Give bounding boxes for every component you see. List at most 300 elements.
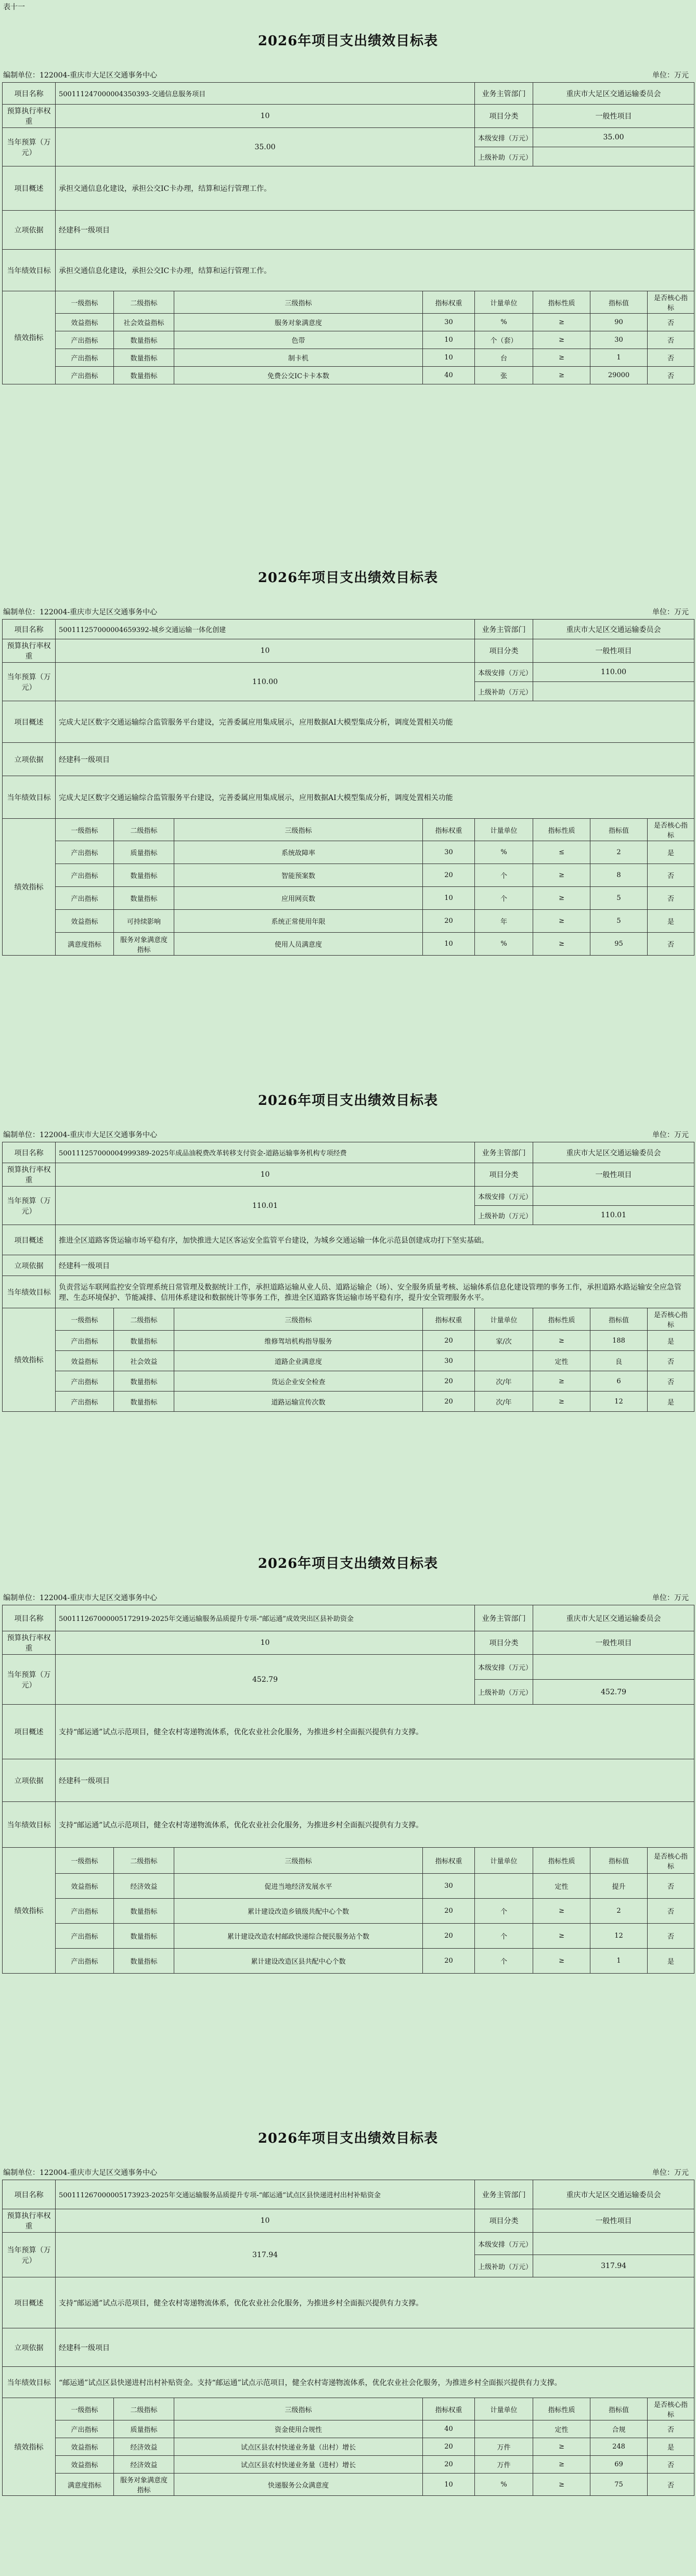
label-superior: 上级补助（万元） (475, 147, 533, 166)
indicator-cell: 数量指标 (114, 1392, 174, 1412)
indicator-cell: 累计建设改造区县共配中心个数 (174, 1949, 423, 1974)
indicator-cell: 20 (423, 864, 475, 887)
indicator-cell: 应用网页数 (174, 887, 423, 910)
label-this-level: 本级安排（万元） (475, 128, 533, 147)
indicator-header: 三级指标 (174, 1848, 423, 1874)
indicator-cell: ≥ (533, 367, 590, 384)
superior-value: 110.01 (533, 1206, 694, 1225)
this-level-value (533, 1655, 694, 1680)
unit-value: 122004-重庆市大足区交通事务中心 (40, 1594, 158, 1602)
goal-value: 负责营运车联网监控安全管理系统日常管理及数据统计工作，承担道路运输从业人员、道路运输企（场）、安全服务质量考核、运输体系信息化建设管理的事务工作，承担道路水路运输安全应急管理、生态环境保护、节能减排、信用体系建设和数据统计等事务工作，推进全区道路客货运输市场平稳有序，提升安全管理服务水平。 (56, 1276, 694, 1308)
indicator-header: 一级指标 (56, 819, 114, 841)
label-basis: 立项依据 (3, 743, 56, 776)
table-row (3, 910, 694, 933)
indicator-header: 指标性质 (533, 1848, 590, 1874)
table-row (3, 1949, 694, 1974)
indicator-header: 指标值 (590, 1308, 648, 1331)
indicator-cell: 个（套） (475, 331, 533, 349)
indicator-cell: 数量指标 (114, 367, 174, 384)
this-level-value (533, 2233, 694, 2255)
label-basis: 立项依据 (3, 1255, 56, 1276)
indicator-cell: 数量指标 (114, 1949, 174, 1974)
project-name-value: 500111257000004999389-2025年成品油税费改革转移支付资金-道路运输事务机构专项经费 (56, 1142, 475, 1163)
budget-weight-value: 10 (56, 105, 475, 128)
indicator-header: 指标性质 (533, 819, 590, 841)
basis-value: 经建科一级项目 (56, 1759, 694, 1802)
indicator-cell: 20 (423, 1899, 475, 1924)
performance-table (2, 619, 694, 956)
indicator-cell: 效益指标 (56, 314, 114, 331)
indicator-cell: 8 (590, 864, 648, 887)
indicator-cell: 20 (423, 910, 475, 933)
indicator-cell: 家/次 (475, 1331, 533, 1351)
indicator-cell: 累计建设改造农村邮政快递综合便民服务站个数 (174, 1924, 423, 1949)
indicator-cell: 社会效益 (114, 1351, 174, 1371)
overview-value: 完成大足区数字交通运输综合监管服务平台建设，完善委属应用集成展示，应用数据AI大模型集成分析，调度处置相关功能 (56, 701, 694, 743)
indicator-cell: 定性 (533, 1874, 590, 1899)
indicator-header: 是否核心指标 (648, 291, 694, 314)
indicator-cell: 1 (590, 349, 648, 367)
indicator-header: 指标值 (590, 291, 648, 314)
table-row (3, 367, 694, 384)
indicator-cell: 否 (648, 349, 694, 367)
current-budget-value: 452.79 (56, 1655, 475, 1705)
indicator-cell: ≥ (533, 933, 590, 956)
indicator-cell: 促进当地经济发展水平 (174, 1874, 423, 1899)
indicator-cell: 40 (423, 2420, 475, 2438)
indicator-cell: 免费公交IC卡卡本数 (174, 367, 423, 384)
indicator-cell: ≥ (533, 1331, 590, 1351)
label-authority: 业务主管部门 (475, 620, 533, 639)
indicator-cell: 数量指标 (114, 887, 174, 910)
indicator-cell: 可持续影响 (114, 910, 174, 933)
indicator-cell: 数量指标 (114, 864, 174, 887)
indicator-cell: 产出指标 (56, 1371, 114, 1392)
overview-value: 推进全区道路客货运输市场平稳有序，加快推进大足区客运安全监管平台建设，为城乡交通运输一体化示范县创建成功打下坚实基础。 (56, 1225, 694, 1255)
indicator-header: 二级指标 (114, 2398, 174, 2420)
table-row (3, 2438, 694, 2456)
indicator-cell: ≥ (533, 314, 590, 331)
indicator-cell: 数量指标 (114, 1371, 174, 1392)
this-level-value (533, 1187, 694, 1206)
indicator-cell: 产出指标 (56, 331, 114, 349)
indicator-header: 计量单位 (475, 819, 533, 841)
basis-value: 经建科一级项目 (56, 2328, 694, 2367)
goal-value: 承担交通信息化建设，承担公交IC卡办理，结算和运行管理工作。 (56, 250, 694, 291)
indicator-cell: 30 (590, 331, 648, 349)
indicator-cell: 数量指标 (114, 1331, 174, 1351)
current-budget-value: 110.00 (56, 663, 475, 701)
table-row (3, 2456, 694, 2474)
goal-value: 支持“邮运通”试点示范项目，健全农村寄递物流体系，优化农业社会化服务，为推进乡村全面振兴提供有力支撑。 (56, 1802, 694, 1848)
label-overview: 项目概述 (3, 166, 56, 211)
indicator-header: 计量单位 (475, 291, 533, 314)
authority-value: 重庆市大足区交通运输委员会 (533, 1142, 694, 1163)
indicator-cell: ≥ (533, 2438, 590, 2456)
indicator-header: 三级指标 (174, 291, 423, 314)
label-basis: 立项依据 (3, 211, 56, 250)
label-overview: 项目概述 (3, 1225, 56, 1255)
indicator-cell: 否 (648, 1371, 694, 1392)
indicator-cell: 累计建设改造乡镇级共配中心个数 (174, 1899, 423, 1924)
indicator-cell: % (475, 933, 533, 956)
indicator-cell: 合规 (590, 2420, 648, 2438)
table-row (3, 1924, 694, 1949)
indicator-cell: 良 (590, 1351, 648, 1371)
indicator-cell: 效益指标 (56, 1874, 114, 1899)
unit-value: 122004-重庆市大足区交通事务中心 (40, 1131, 158, 1139)
label-authority: 业务主管部门 (475, 1142, 533, 1163)
overview-value: 承担交通信息化建设，承担公交IC卡办理，结算和运行管理工作。 (56, 166, 694, 211)
superior-value: 452.79 (533, 1680, 694, 1705)
label-this-level: 本级安排（万元） (475, 1655, 533, 1680)
label-this-level: 本级安排（万元） (475, 2233, 533, 2255)
indicator-header: 指标权重 (423, 2398, 475, 2420)
category-value: 一般性项目 (533, 1163, 694, 1187)
indicator-cell: 定性 (533, 1351, 590, 1371)
indicator-cell: 30 (423, 1351, 475, 1371)
indicator-cell: 效益指标 (56, 2456, 114, 2474)
indicator-cell: 道路运输宣传次数 (174, 1392, 423, 1412)
indicator-cell: 否 (648, 933, 694, 956)
budget-weight-value: 10 (56, 1163, 475, 1187)
label-goal: 当年绩效目标 (3, 2367, 56, 2398)
label-indicators: 绩效指标 (3, 1308, 56, 1412)
label-category: 项目分类 (475, 1631, 533, 1655)
indicator-cell: 效益指标 (56, 910, 114, 933)
label-project-name: 项目名称 (3, 1605, 56, 1631)
category-value: 一般性项目 (533, 2209, 694, 2233)
indicator-cell: 否 (648, 367, 694, 384)
project-name-value: 500111247000004350393-交通信息服务项目 (56, 83, 475, 105)
indicator-header: 二级指标 (114, 291, 174, 314)
indicator-cell: ≥ (533, 1371, 590, 1392)
superior-value: 317.94 (533, 2255, 694, 2277)
indicator-cell: 90 (590, 314, 648, 331)
indicator-cell: 服务对象满意度 (174, 314, 423, 331)
indicator-cell: 20 (423, 1392, 475, 1412)
indicator-cell: 是 (648, 1331, 694, 1351)
indicator-cell: 经济效益 (114, 2456, 174, 2474)
unit-line (3, 1592, 693, 1603)
basis-value: 经建科一级项目 (56, 211, 694, 250)
indicator-header: 指标性质 (533, 291, 590, 314)
label-authority: 业务主管部门 (475, 1605, 533, 1631)
currency-unit: 单位：万元 (652, 71, 689, 80)
indicator-cell: 1 (590, 1949, 648, 1974)
indicator-header: 指标性质 (533, 2398, 590, 2420)
indicator-cell: 20 (423, 1924, 475, 1949)
indicator-cell: 系统故障率 (174, 841, 423, 864)
indicator-cell: 30 (423, 314, 475, 331)
indicator-cell: 数量指标 (114, 1924, 174, 1949)
label-category: 项目分类 (475, 2209, 533, 2233)
currency-unit: 单位：万元 (652, 1131, 689, 1139)
indicator-cell: 否 (648, 1874, 694, 1899)
indicator-cell: 张 (475, 367, 533, 384)
label-budget-weight: 预算执行率权重 (3, 2209, 56, 2233)
indicator-cell: 快递服务公众满意度 (174, 2474, 423, 2496)
indicator-cell: 是 (648, 841, 694, 864)
indicator-cell: 6 (590, 1371, 648, 1392)
indicator-cell: 经济效益 (114, 1874, 174, 1899)
unit-label: 编制单位： (3, 1131, 40, 1139)
indicator-cell: ≥ (533, 887, 590, 910)
indicator-header: 一级指标 (56, 2398, 114, 2420)
indicator-cell: ≥ (533, 1899, 590, 1924)
project-name-value: 500111267000005172919-2025年交通运输服务品质提升专项-“邮运通”成效突出区县补助资金 (56, 1605, 475, 1631)
indicator-cell: 道路企业满意度 (174, 1351, 423, 1371)
performance-table (2, 1142, 694, 1412)
table-row (3, 933, 694, 956)
indicator-cell: 个 (475, 887, 533, 910)
category-value: 一般性项目 (533, 1631, 694, 1655)
indicator-header: 一级指标 (56, 291, 114, 314)
indicator-cell: 万件 (475, 2456, 533, 2474)
unit-value: 122004-重庆市大足区交通事务中心 (40, 2169, 158, 2177)
indicator-cell: 智能预案数 (174, 864, 423, 887)
indicator-cell: 20 (423, 2456, 475, 2474)
indicator-header: 二级指标 (114, 1308, 174, 1331)
budget-weight-value: 10 (56, 1631, 475, 1655)
table-title: 2026年项目支出绩效目标表 (257, 570, 439, 586)
indicator-cell: 满意度指标 (56, 933, 114, 956)
indicator-cell: 提升 (590, 1874, 648, 1899)
label-budget-weight: 预算执行率权重 (3, 1163, 56, 1187)
indicator-cell: 是 (648, 1949, 694, 1974)
indicator-cell: 万件 (475, 2438, 533, 2456)
performance-table (2, 2180, 694, 2496)
label-authority: 业务主管部门 (475, 83, 533, 105)
indicator-cell: 数量指标 (114, 1899, 174, 1924)
indicator-cell: 产出指标 (56, 349, 114, 367)
table-row (3, 887, 694, 910)
indicator-cell: ≥ (533, 864, 590, 887)
indicator-cell: 否 (648, 1924, 694, 1949)
project-name-value: 500111267000005173923-2025年交通运输服务品质提升专项-“邮运通”试点区县快递进村出村补贴资金 (56, 2180, 475, 2209)
indicator-cell: 社会效益指标 (114, 314, 174, 331)
indicator-cell: 年 (475, 910, 533, 933)
table-row (3, 2420, 694, 2438)
indicator-cell (475, 2420, 533, 2438)
indicator-header: 指标值 (590, 1848, 648, 1874)
indicator-header: 指标值 (590, 2398, 648, 2420)
basis-value: 经建科一级项目 (56, 1255, 694, 1276)
table-row (3, 314, 694, 331)
indicator-header: 指标值 (590, 819, 648, 841)
unit-line (3, 607, 693, 617)
overview-value: 支持“邮运通”试点示范项目，健全农村寄递物流体系，优化农业社会化服务，为推进乡村全面振兴提供有力支撑。 (56, 1705, 694, 1759)
goal-value: 完成大足区数字交通运输综合监管服务平台建设，完善委属应用集成展示，应用数据AI大模型集成分析，调度处置相关功能 (56, 776, 694, 819)
superior-value (533, 682, 694, 701)
indicator-cell: ≥ (533, 1949, 590, 1974)
indicator-cell: 个 (475, 864, 533, 887)
label-this-level: 本级安排（万元） (475, 663, 533, 682)
indicator-cell: ≤ (533, 841, 590, 864)
unit-line (3, 1129, 693, 1140)
currency-unit: 单位：万元 (652, 608, 689, 616)
indicator-cell: 数量指标 (114, 331, 174, 349)
indicator-header: 三级指标 (174, 1308, 423, 1331)
goal-value: “邮运通”试点区县快递进村出村补贴资金。支持“邮运通”试点示范项目，健全农村寄递物流体系，优化农业社会化服务，为推进乡村全面振兴提供有力支撑。 (56, 2367, 694, 2398)
this-level-value: 110.00 (533, 663, 694, 682)
indicator-cell: 质量指标 (114, 2420, 174, 2438)
indicator-cell: 否 (648, 2420, 694, 2438)
current-budget-value: 110.01 (56, 1187, 475, 1225)
indicator-cell: 75 (590, 2474, 648, 2496)
indicator-cell: 产出指标 (56, 1924, 114, 1949)
indicator-cell: 数量指标 (114, 349, 174, 367)
label-goal: 当年绩效目标 (3, 776, 56, 819)
label-indicators: 绩效指标 (3, 819, 56, 956)
label-indicators: 绩效指标 (3, 2398, 56, 2496)
page-label: 表十一 (3, 3, 25, 11)
project-name-value: 500111257000004659392-城乡交通运输一体化创建 (56, 620, 475, 639)
table-title: 2026年项目支出绩效目标表 (257, 33, 439, 49)
indicator-cell: 20 (423, 1949, 475, 1974)
label-superior: 上级补助（万元） (475, 2255, 533, 2277)
authority-value: 重庆市大足区交通运输委员会 (533, 1605, 694, 1631)
table-row (3, 349, 694, 367)
indicator-cell: 188 (590, 1331, 648, 1351)
budget-weight-value: 10 (56, 2209, 475, 2233)
indicator-cell: 30 (423, 1874, 475, 1899)
indicator-cell: 产出指标 (56, 2420, 114, 2438)
indicator-cell: 否 (648, 2474, 694, 2496)
indicator-cell: ≥ (533, 331, 590, 349)
label-overview: 项目概述 (3, 2277, 56, 2328)
basis-value: 经建科一级项目 (56, 743, 694, 776)
indicator-cell: 个 (475, 1924, 533, 1949)
budget-weight-value: 10 (56, 639, 475, 663)
indicator-cell: 是 (648, 910, 694, 933)
table-row (3, 1371, 694, 1392)
indicator-cell: 248 (590, 2438, 648, 2456)
indicator-cell: 制卡机 (174, 349, 423, 367)
indicator-header: 一级指标 (56, 1308, 114, 1331)
table-row (3, 1331, 694, 1351)
indicator-cell: 维修驾培机构指导服务 (174, 1331, 423, 1351)
performance-table (2, 82, 694, 384)
label-current-budget: 当年预算（万元） (3, 1655, 56, 1705)
label-goal: 当年绩效目标 (3, 250, 56, 291)
label-project-name: 项目名称 (3, 1142, 56, 1163)
label-authority: 业务主管部门 (475, 2180, 533, 2209)
indicator-cell: 10 (423, 933, 475, 956)
table-row (3, 1351, 694, 1371)
indicator-header: 是否核心指标 (648, 819, 694, 841)
label-category: 项目分类 (475, 105, 533, 128)
indicator-cell: 产出指标 (56, 841, 114, 864)
indicator-cell: 服务对象满意度指标 (114, 933, 174, 956)
category-value: 一般性项目 (533, 639, 694, 663)
indicator-cell: 系统正常使用年限 (174, 910, 423, 933)
indicator-cell: 5 (590, 887, 648, 910)
indicator-cell: 否 (648, 331, 694, 349)
category-value: 一般性项目 (533, 105, 694, 128)
indicator-cell: 使用人员满意度 (174, 933, 423, 956)
indicator-header: 是否核心指标 (648, 1308, 694, 1331)
label-overview: 项目概述 (3, 701, 56, 743)
indicator-cell (475, 1351, 533, 1371)
indicator-cell: 12 (590, 1924, 648, 1949)
indicator-cell: ≥ (533, 2456, 590, 2474)
table-row (3, 864, 694, 887)
indicator-cell: 产出指标 (56, 1392, 114, 1412)
this-level-value: 35.00 (533, 128, 694, 147)
indicator-cell: 10 (423, 2474, 475, 2496)
indicator-cell: 5 (590, 910, 648, 933)
indicator-cell: 定性 (533, 2420, 590, 2438)
label-basis: 立项依据 (3, 1759, 56, 1802)
performance-table (2, 1605, 694, 1974)
indicator-cell: 29000 (590, 367, 648, 384)
indicator-cell: 产出指标 (56, 1331, 114, 1351)
label-project-name: 项目名称 (3, 2180, 56, 2209)
indicator-cell: 效益指标 (56, 2438, 114, 2456)
indicator-cell: ≥ (533, 1924, 590, 1949)
indicator-cell: 2 (590, 1899, 648, 1924)
indicator-header: 指标权重 (423, 1848, 475, 1874)
indicator-cell: ≥ (533, 910, 590, 933)
unit-value: 122004-重庆市大足区交通事务中心 (40, 608, 158, 616)
unit-label: 编制单位： (3, 1594, 40, 1602)
indicator-cell: % (475, 314, 533, 331)
indicator-cell: 是 (648, 1392, 694, 1412)
indicator-cell: 69 (590, 2456, 648, 2474)
indicator-header: 指标权重 (423, 819, 475, 841)
indicator-cell: 否 (648, 864, 694, 887)
indicator-header: 计量单位 (475, 2398, 533, 2420)
indicator-cell: 否 (648, 887, 694, 910)
indicator-cell: ≥ (533, 2474, 590, 2496)
table-row (3, 1392, 694, 1412)
indicator-cell: 产出指标 (56, 887, 114, 910)
label-current-budget: 当年预算（万元） (3, 1187, 56, 1225)
table-row (3, 841, 694, 864)
indicator-cell: 个 (475, 1949, 533, 1974)
indicator-cell: 个 (475, 1899, 533, 1924)
indicator-header: 是否核心指标 (648, 1848, 694, 1874)
label-budget-weight: 预算执行率权重 (3, 1631, 56, 1655)
indicator-header: 是否核心指标 (648, 2398, 694, 2420)
label-budget-weight: 预算执行率权重 (3, 105, 56, 128)
indicator-cell: 试点区县农村快递业务量（进村）增长 (174, 2456, 423, 2474)
authority-value: 重庆市大足区交通运输委员会 (533, 2180, 694, 2209)
label-category: 项目分类 (475, 639, 533, 663)
indicator-cell: 10 (423, 331, 475, 349)
indicator-cell: 产出指标 (56, 1899, 114, 1924)
indicator-header: 指标权重 (423, 1308, 475, 1331)
unit-value: 122004-重庆市大足区交通事务中心 (40, 71, 158, 80)
indicator-cell: 经济效益 (114, 2438, 174, 2456)
indicator-cell: 30 (423, 841, 475, 864)
label-project-name: 项目名称 (3, 620, 56, 639)
indicator-cell: 2 (590, 841, 648, 864)
overview-value: 支持“邮运通”试点示范项目，健全农村寄递物流体系，优化农业社会化服务，为推进乡村全面振兴提供有力支撑。 (56, 2277, 694, 2328)
label-superior: 上级补助（万元） (475, 682, 533, 701)
indicator-cell: 10 (423, 349, 475, 367)
indicator-cell: 货运企业安全检查 (174, 1371, 423, 1392)
currency-unit: 单位：万元 (652, 1594, 689, 1602)
indicator-cell: 20 (423, 1331, 475, 1351)
indicator-cell: 满意度指标 (56, 2474, 114, 2496)
indicator-cell: 质量指标 (114, 841, 174, 864)
unit-label: 编制单位： (3, 71, 40, 80)
indicator-cell: 产出指标 (56, 1949, 114, 1974)
indicator-header: 二级指标 (114, 819, 174, 841)
label-this-level: 本级安排（万元） (475, 1187, 533, 1206)
